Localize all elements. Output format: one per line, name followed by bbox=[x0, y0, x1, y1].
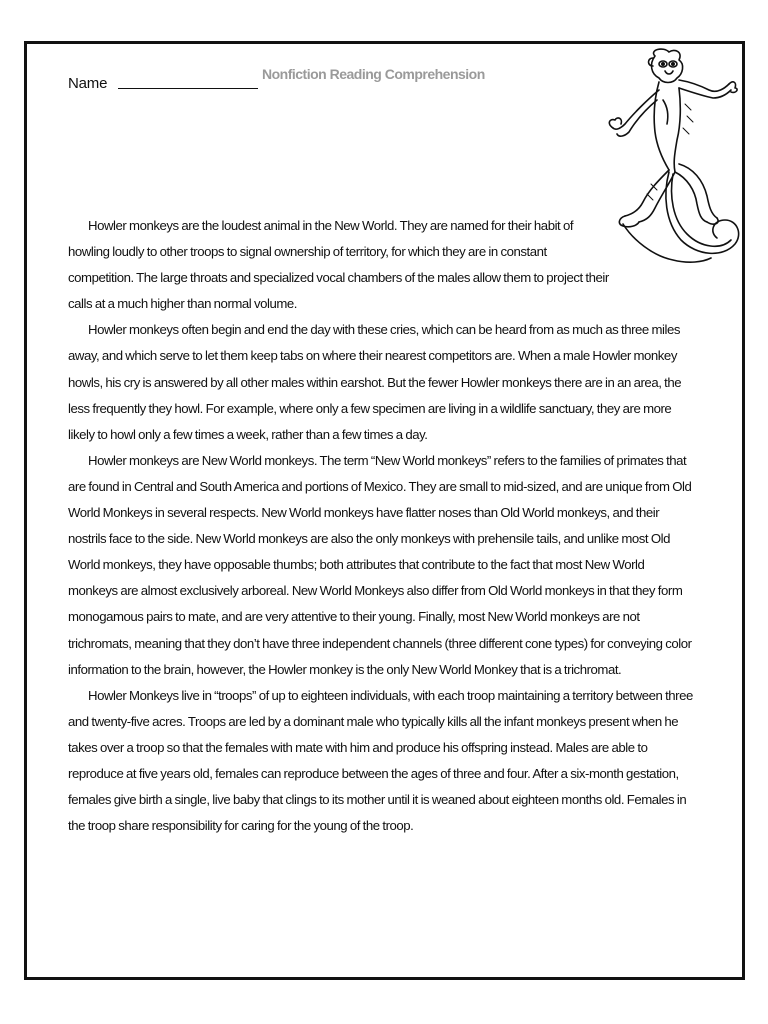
name-field[interactable] bbox=[118, 88, 258, 89]
paragraph: Howler Monkeys live in “troops” of up to eighteen individuals, with each troop maintaining a territory between three and twenty-five acres. Troops are led by a dominant male who typically kills all the infant monkeys present when he takes over a troop so that the females with mate with him and produce his offspring instead. Males are able to reproduce at five years old, females can reproduce between the ages of three and four. After a six-month gestation, females give birth a single, live baby that clings to its mother until it is weaned about eighteen months old. Females in the troop share responsibility for caring for the young of the troop. bbox=[68, 687, 693, 834]
name-label: Name bbox=[68, 75, 108, 92]
article-body bbox=[68, 213, 694, 839]
paragraph: Howler monkeys are New World monkeys. The term “New World monkeys” refers to the families of primates that are found in Central and South America and portions of Mexico. They are small to mid-sized, and are unique from Old World Monkeys in several respects. New World monkeys have flatter noses than Old World monkeys, and their nostrils face to the side. New World monkeys are also the only monkeys with prehensile tails, and unlike most Old World monkeys, they have opposable thumbs; both attributes that contribute to the fact that most New World monkeys are almost exclusively arboreal. New World Monkeys also differ from Old World monkeys in that they form monogamous pairs to mate, and are very attentive to their young. Finally, most New World monkeys are not trichromats, meaning that they don’t have three independent channels (three different cone types) for conveying color information to the brain, however, the Howler monkey is the only New World Monkey that is a trichromat. bbox=[68, 452, 692, 677]
name-row bbox=[68, 66, 107, 92]
worksheet-title: Nonfiction Reading Comprehension bbox=[262, 66, 485, 82]
paragraph: Howler monkeys often begin and end the day with these cries, which can be heard from as much as three miles away, and which serve to let them keep tabs on where their nearest competitors are. When a male Howler monkey howls, his cry is answered by all other males within earshot. But the fewer Howler monkeys there are in an area, the less frequently they howl. For example, where only a few specimen are living in a wildlife sanctuary, they are more likely to howl only a few times a week, rather than a few times a day. bbox=[68, 322, 682, 442]
image-wrap-space bbox=[614, 213, 694, 293]
paragraph: Howler monkeys are the loudest animal in the New World. They are named for their habit of howling loudly to other troops to signal ownership of territory, for which they are in constant competition. The large throats and specialized vocal chambers of the males allow them to project their calls at a much higher than normal volume. bbox=[68, 218, 609, 312]
